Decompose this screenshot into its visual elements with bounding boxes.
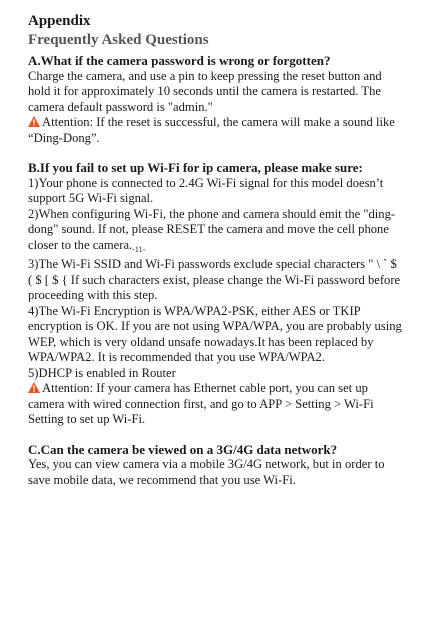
answer-b-item1: 1)Your phone is connected to 2.4G Wi-Fi signal for this model doesn’t support 5G Wi-Fi signal. [28,175,384,205]
answer-c: Yes, you can view camera via a mobile 3G/4G network, but in order to save mobile data, we recommend that you use Wi-Fi. [28,457,385,487]
question-b: B.If you fail to set up Wi-Fi for ip camera, please make sure: [28,160,363,175]
appendix-title: Appendix [28,13,91,29]
answer-b-item3: 3)The Wi-Fi SSID and Wi-Fi passwords exclude special characters " \ ` $ ( $ [ $ { If such characters exist, please change the Wi-Fi password before proceeding with this step. [28,257,401,302]
warning-a-text: Attention: If the reset is successful, the camera will make a sound like “Ding-Dong”. [28,115,395,145]
faq-subtitle: Frequently Asked Questions [28,32,209,48]
warning-triangle-icon [28,116,40,127]
warning-triangle-icon [28,382,40,393]
warning-a [28,115,402,146]
question-a: A.What if the camera password is wrong or forgotten? [28,53,331,68]
answer-b-item2-text: 2)When configuring Wi-Fi, the phone and camera should emit the "ding-dong" sound. If not, please RESET the camera and move the cell phone closer to the camera. [28,206,396,252]
warning-b-text: Attention: If your camera has Ethernet cable port, you can set up camera with wired connection first, and go to APP > Setting > Wi-Fi Setting to set up Wi-Fi. [28,381,374,426]
answer-a: Charge the camera, and use a pin to keep pressing the reset button and hold it for approximately 10 seconds until the camera is restarted. The camera default password is "admin." [28,68,382,114]
question-c: C.Can the camera be viewed on a 3G/4G data network? [28,441,338,457]
answer-b-item4: 4)The Wi-Fi Encryption is WPA/WPA2-PSK, either AES or TKIP encryption is OK. If you are not using WPA/WPA, you are probably using WEP, which is very oldand unsafe nowadays.It has been replaced by WPA/WPA2. It is recommended that you use WPA/WPA2. [28,303,402,364]
answer-b-item5: 5)DHCP is enabled in Router [28,365,176,380]
warning-b [28,381,402,428]
page-number: -11- [132,244,146,254]
answer-b-item2 [28,207,402,258]
